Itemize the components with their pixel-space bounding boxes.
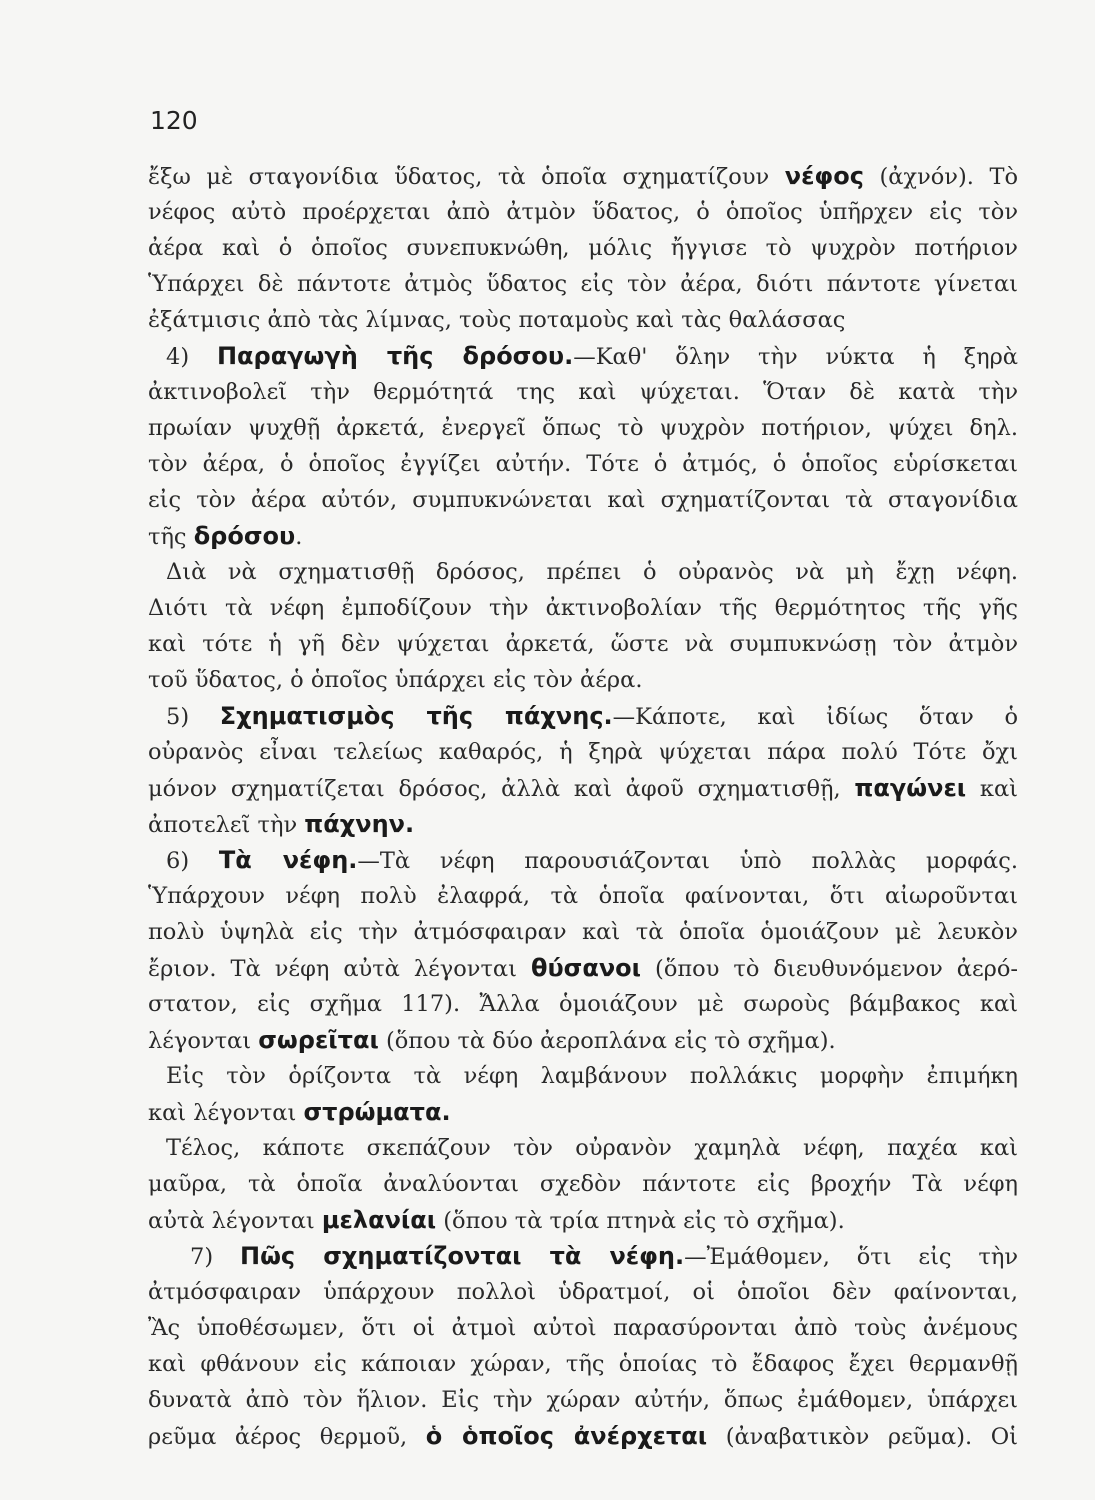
bold-term: σωρεῖται: [258, 1026, 379, 1054]
bold-term: θύσανοι: [530, 954, 642, 982]
text-run: (ὅπου τὸ διευθυνόμενον ἀερό-: [641, 956, 1018, 982]
text-line: [148, 266, 1018, 302]
text-run: τοῦ ὕδατος, ὁ ὁποῖος ὑπάρχει εἰς τὸν ἀέρα.: [148, 667, 643, 693]
text-run: τὸν ἀέρα, ὁ ὁποῖος ἐγγίζει αὐτήν. Τότε ὁ ἀτμός, ὁ ὁποῖος εὑρίσκεται: [148, 451, 1018, 477]
text-run: νέφος αὐτὸ προέρχεται ἀπὸ ἀτμὸν ὕδατος, ὁ ὁποῖος ὑπῆρχεν εἰς τὸν: [148, 199, 1018, 225]
text-line: [148, 302, 1018, 338]
text-run: Διὰ νὰ σχηματισθῇ δρόσος, πρέπει ὁ οὐρανὸς νὰ μὴ ἔχῃ νέφη.: [166, 559, 1018, 585]
text-run: αὐτὰ λέγονται: [148, 1208, 322, 1234]
text-line: [148, 338, 1018, 374]
text-line: [148, 950, 1018, 986]
bold-term: στρώματα.: [303, 1098, 451, 1126]
text-run: ἔξω μὲ σταγονίδια ὕδατος, τὰ ὁποῖα σχηματίζουν: [148, 164, 785, 190]
text-line: [148, 446, 1018, 482]
text-run: Διότι τὰ νέφη ἐμποδίζουν τὴν ἀκτινοβολίαν τῆς θερμότητος τῆς γῆς: [148, 595, 1018, 621]
bold-term: δρόσου: [193, 522, 296, 550]
text-run: οὐρανὸς εἶναι τελείως καθαρός, ἡ ξηρὰ ψύχεται πάρα πολύ Τότε ὄχι: [148, 739, 1018, 765]
bold-term: Τὰ νέφη.: [218, 846, 358, 874]
text-run: καὶ τότε ἡ γῆ δὲν ψύχεται ἀρκετά, ὥστε νὰ συμπυκνώσῃ τὸν ἀτμὸν: [148, 631, 1018, 657]
bold-term: ὁ ὁποῖος ἀνέρχεται: [425, 1422, 708, 1450]
text-run: (ἀναβατικὸν ρεῦμα). Οἱ: [707, 1424, 1018, 1450]
text-run: (ὅπου τὰ τρία πτηνὰ εἰς τὸ σχῆμα).: [436, 1208, 845, 1234]
text-run: ἀποτελεῖ τὴν: [148, 812, 305, 838]
text-line: [148, 1058, 1018, 1094]
text-run: ἀέρα καὶ ὁ ὁποῖος συνεπυκνώθη, μόλις ἤγγισε τὸ ψυχρὸν ποτήριον: [148, 235, 1018, 261]
text-run: Ἂς ὑποθέσωμεν, ὅτι οἱ ἀτμοὶ αὐτοὶ παρασύρονται ἀπὸ τοὺς ἀνέμους: [148, 1315, 1018, 1341]
bold-term: Σχηματισμὸς τῆς πάχνης.: [219, 702, 613, 730]
text-line: [148, 1238, 1018, 1274]
text-line: [148, 698, 1018, 734]
text-run: καὶ λέγονται: [148, 1100, 304, 1126]
text-run: καὶ φθάνουν εἰς κάποιαν χώραν, τῆς ὁποίας τὸ ἔδαφος ἔχει θερμανθῇ: [148, 1351, 1018, 1377]
text-run: 4): [166, 344, 217, 370]
text-run: (ὅπου τὰ δύο ἀεροπλάνα εἰς τὸ σχῆμα).: [378, 1028, 836, 1054]
text-run: ἔριον. Τὰ νέφη αὐτὰ λέγονται: [148, 956, 531, 982]
body-text: [148, 158, 1018, 1454]
text-run: Εἰς τὸν ὁρίζοντα τὰ νέφη λαμβάνουν πολλάκις μορφὴν ἐπιμήκη: [166, 1063, 1018, 1089]
text-run: 5): [166, 704, 220, 730]
text-line: [148, 1094, 1018, 1130]
text-line: [148, 734, 1018, 770]
text-line: [148, 1346, 1018, 1382]
text-line: [148, 410, 1018, 446]
text-run: ἐξάτμισις ἀπὸ τὰς λίμνας, τοὺς ποταμοὺς καὶ τὰς θαλάσσας: [148, 307, 846, 333]
text-run: .: [295, 524, 303, 550]
text-line: [148, 482, 1018, 518]
text-line: [148, 878, 1018, 914]
text-run: Ὑπάρχουν νέφη πολὺ ἐλαφρά, τὰ ὁποῖα φαίνονται, ὅτι αἰωροῦνται: [148, 883, 1018, 909]
text-run: —Κάποτε, καὶ ἰδίως ὅταν ὁ: [612, 704, 1018, 730]
text-run: ρεῦμα ἀέρος θερμοῦ,: [148, 1424, 426, 1450]
text-run: δυνατὰ ἀπὸ τὸν ἥλιον. Εἰς τὴν χώραν αὐτήν, ὅπως ἐμάθομεν, ὑπάρχει: [148, 1387, 1018, 1413]
text-run: λέγονται: [148, 1028, 259, 1054]
text-line: [148, 230, 1018, 266]
text-run: τῆς: [148, 524, 194, 550]
bold-term: Πῶς σχηματίζονται τὰ νέφη.: [239, 1242, 685, 1270]
text-line: [148, 194, 1018, 230]
text-line: [148, 1022, 1018, 1058]
text-run: καὶ: [966, 776, 1018, 802]
text-line: [148, 1202, 1018, 1238]
page-number: 120: [150, 106, 198, 135]
bold-term: νέφος: [784, 162, 864, 190]
text-run: —Καθ' ὅλην τὴν νύκτα ἡ ξηρὰ: [573, 344, 1018, 370]
text-run: Τέλος, κάποτε σκεπάζουν τὸν οὐρανὸν χαμηλὰ νέφη, παχέα καὶ: [166, 1135, 1018, 1161]
text-line: [148, 1310, 1018, 1346]
text-line: [148, 1166, 1018, 1202]
text-line: [148, 806, 1018, 842]
text-run: πολὺ ὑψηλὰ εἰς τὴν ἀτμόσφαιραν καὶ τὰ ὁποῖα ὁμοιάζουν μὲ λευκὸν: [148, 919, 1018, 945]
text-line: [148, 1418, 1018, 1454]
text-line: [148, 662, 1018, 698]
text-line: [148, 842, 1018, 878]
text-run: (ἀχνόν). Τὸ: [863, 164, 1018, 190]
text-line: [148, 374, 1018, 410]
bold-term: Παραγωγὴ τῆς δρόσου.: [216, 342, 574, 370]
text-run: στατον, εἰς σχῆμα 117). Ἄλλα ὁμοιάζουν μὲ σωροὺς βάμβακος καὶ: [148, 991, 1018, 1017]
text-run: ἀτμόσφαιραν ὑπάρχουν πολλοὶ ὑδρατμοί, οἱ ὁποῖοι δὲν φαίνονται,: [148, 1279, 1018, 1305]
text-line: [148, 626, 1018, 662]
text-run: —Τὰ νέφη παρουσιάζονται ὑπὸ πολλὰς μορφάς.: [357, 848, 1019, 874]
text-run: 7): [190, 1244, 240, 1270]
text-run: πρωίαν ψυχθῇ ἀρκετά, ἐνεργεῖ ὅπως τὸ ψυχρὸν ποτήριον, ψύχει δηλ.: [148, 415, 1018, 441]
text-line: [148, 518, 1018, 554]
text-line: [148, 1382, 1018, 1418]
text-run: ἀκτινοβολεῖ τὴν θερμότητά της καὶ ψύχεται. Ὅταν δὲ κατὰ τὴν: [148, 379, 1018, 405]
text-run: —Ἐμάθομεν, ὅτι εἰς τὴν: [684, 1244, 1018, 1270]
text-line: [148, 770, 1018, 806]
text-run: Ὑπάρχει δὲ πάντοτε ἀτμὸς ὕδατος εἰς τὸν ἀέρα, διότι πάντοτε γίνεται: [148, 271, 1018, 297]
bold-term: πάχνην.: [304, 810, 415, 838]
text-run: μόνον σχηματίζεται δρόσος, ἀλλὰ καὶ ἀφοῦ σχηματισθῇ,: [148, 776, 855, 802]
text-line: [148, 554, 1018, 590]
bold-term: μελανίαι: [321, 1206, 437, 1234]
text-run: 6): [166, 848, 219, 874]
text-line: [148, 914, 1018, 950]
text-line: [148, 158, 1018, 194]
text-line: [148, 590, 1018, 626]
text-run: εἰς τὸν ἀέρα αὐτόν, συμπυκνώνεται καὶ σχηματίζονται τὰ σταγονίδια: [148, 487, 1018, 513]
text-line: [148, 1274, 1018, 1310]
bold-term: παγώνει: [854, 774, 967, 802]
text-run: μαῦρα, τὰ ὁποῖα ἀναλύονται σχεδὸν πάντοτε εἰς βροχήν Τὰ νέφη: [148, 1171, 1018, 1197]
text-line: [148, 986, 1018, 1022]
text-line: [148, 1130, 1018, 1166]
